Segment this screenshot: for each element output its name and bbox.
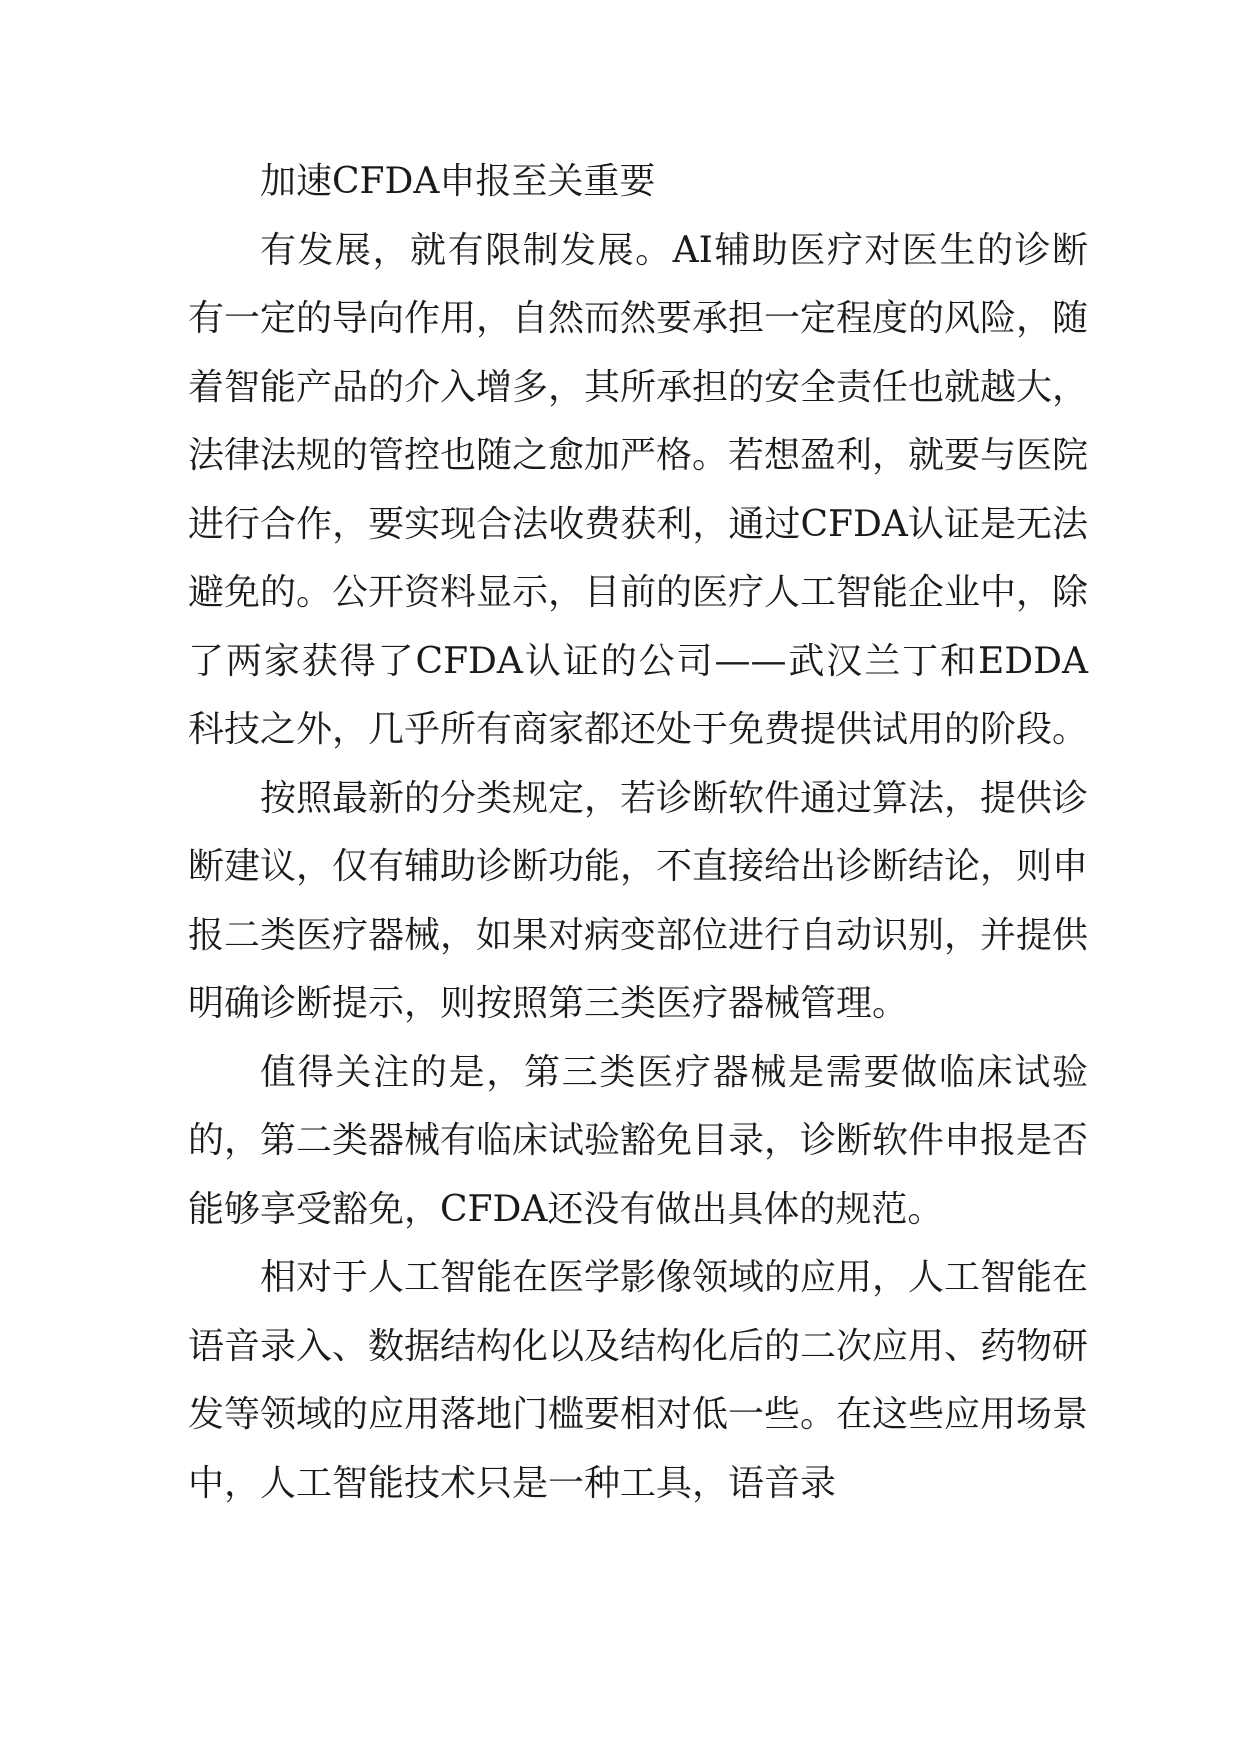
paragraph-4: 相对于人工智能在医学影像领域的应用，人工智能在语音录入、数据结构化以及结构化后的二次应用、药物研发等领域的应用落地门槛要相对低一些。在这些应用场景中，人工智能技术只是一种工具，语音录 [188, 1257, 1089, 1504]
paragraph-1: 有发展，就有限制发展。AI辅助医疗对医生的诊断有一定的导向作用，自然而然要承担一定程度的风险，随着智能产品的介入增多，其所承担的安全责任也就越大，法律法规的管控也随之愈加严格。若想盈利，就要与医院进行合作，要实现合法收费获利，通过CFDA认证是无法避免的。公开资料显示，目前的医疗人工智能企业中，除了两家获得了CFDA认证的公司——武汉兰丁和EDDA科技之外，几乎所有商家都还处于免费提供试用的阶段。 [188, 229, 1089, 750]
paragraph-2: 按照最新的分类规定，若诊断软件通过算法，提供诊断建议，仅有辅助诊断功能，不直接给出诊断结论，则申报二类医疗器械，如果对病变部位进行自动识别，并提供明确诊断提示，则按照第三类医疗器械管理。 [188, 777, 1089, 1024]
document-body [188, 148, 1088, 1518]
section-heading: 加速CFDA申报至关重要 [260, 161, 656, 202]
paragraph-3: 值得关注的是，第三类医疗器械是需要做临床试验的，第二类器械有临床试验豁免目录，诊断软件申报是否能够享受豁免，CFDA还没有做出具体的规范。 [188, 1051, 1089, 1230]
